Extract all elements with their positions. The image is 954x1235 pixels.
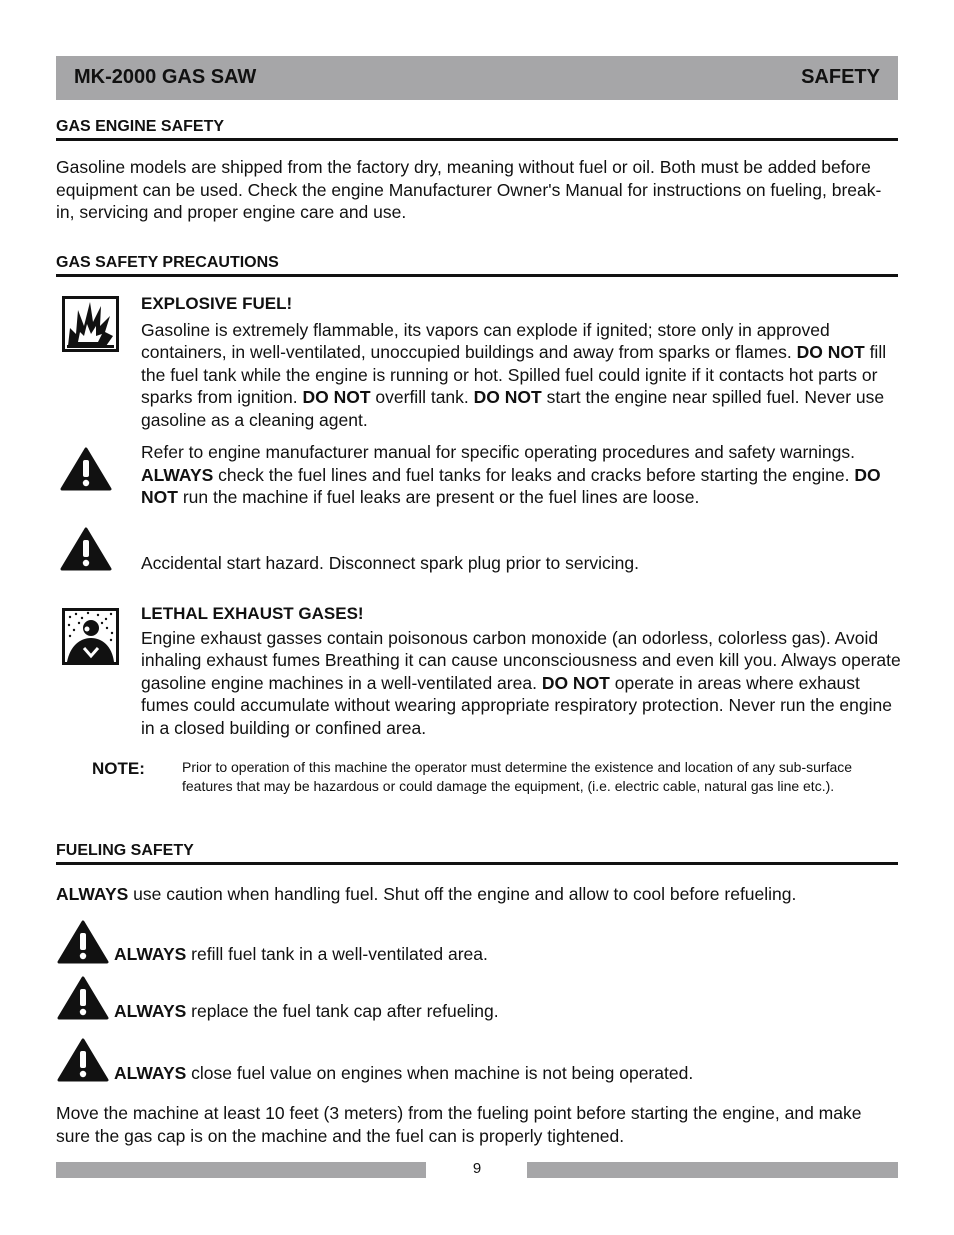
fueling-item-text: replace the fuel tank cap after refueling. [191,1001,499,1021]
fueling-intro [56,883,896,906]
header-bar [56,56,898,100]
explosive-text-4: start the engine near spilled fuel. Never use gasoline as a cleaning agent. [141,387,885,430]
section-title-gas-safety-precautions: GAS SAFETY PRECAUTIONS [56,253,898,277]
fueling-item [114,1062,894,1085]
footer-bar-left [56,1162,426,1178]
fueling-closing-paragraph: Move the machine at least 10 feet (3 meters) from the fueling point before starting the engine, and make sure the gas cap is on the machine and the fuel can is properly tightened. [56,1103,862,1146]
fueling-item [114,943,894,966]
manual-bold-2: DO NOT [141,464,881,507]
manual-warning-text [141,441,911,509]
note-label: NOTE: [92,759,145,778]
explosive-fuel-block [141,293,901,431]
fueling-item-bold: ALWAYS [114,944,187,964]
explosive-bold-2: DO NOT [302,387,371,407]
manual-text-1: Refer to engine manufacturer manual for specific operating procedures and safety warnings. [141,442,856,462]
section-title-fueling-safety: FUELING SAFETY [56,841,898,865]
explosive-bold-1: DO NOT [796,342,865,362]
section-label: SAFETY [801,66,880,88]
fueling-intro-text: use caution when handling fuel. Shut off the engine and allow to cool before refueling. [133,884,797,904]
fueling-item [114,1000,894,1023]
explosive-fuel-heading: EXPLOSIVE FUEL! [141,294,293,313]
explosive-fuel-text [141,319,901,432]
manual-text-3: run the machine if fuel leaks are present or the fuel lines are loose. [182,487,700,507]
gas-engine-paragraph: Gasoline models are shipped from the factory dry, meaning without fuel or oil. Both must be added before equipment can be used. Check the engine Manufacturer Owner's Manual for instructions on fueling, break-in, servicing and proper engine care and use. [56,157,882,222]
fueling-item-text: refill fuel tank in a well-ventilated area. [191,944,488,964]
warning-triangle-icon [60,447,112,496]
warning-triangle-icon [60,527,112,576]
section-title-gas-engine-safety: GAS ENGINE SAFETY [56,117,898,141]
exhaust-bold-1: DO NOT [541,672,610,693]
explosive-text-3: overfill tank. [375,387,469,407]
accidental-start-text: Accidental start hazard. Disconnect spark plug prior to servicing. [141,553,640,573]
document-title: MK-2000 GAS SAW [74,66,257,88]
fueling-item-text: close fuel value on engines when machine is not being operated. [191,1063,694,1083]
fueling-item-bold: ALWAYS [114,1063,187,1083]
manual-bold-1: ALWAYS [141,464,214,485]
lethal-exhaust-heading: LETHAL EXHAUST GASES! [141,604,364,623]
warning-triangle-icon [57,920,109,969]
lethal-exhaust-block [141,603,901,739]
exhaust-text-1: Engine exhaust gasses contain poisonous carbon monoxide (an odorless, colorless gas). Avoid inhaling exhaust fumes Breathing it can cause unconsciousness and even kill you. Always operate gasoline engine machines in a well-ventilated area. [141,627,901,693]
note-text: Prior to operation of this machine the operator must determine the existence and location of any sub-surface features that may be hazardous or could damage the equipment, (i.e. electric cable, natural gas line etc.). [182,759,853,794]
fueling-item-bold: ALWAYS [114,1001,187,1021]
lethal-exhaust-text [141,627,901,740]
explosive-text-1: Gasoline is extremely flammable, its vapors can explode if ignited; store only in approved containers, in well-ventilated, unoccupied buildings and away from sparks or flames. [141,319,830,362]
explosive-text-2: fill the fuel tank while the engine is running or hot. Spilled fuel could ignite if it contacts hot parts or sparks from ignition. [141,342,887,407]
fueling-intro-bold: ALWAYS [56,884,129,904]
toxic-fumes-icon [62,608,119,670]
warning-triangle-icon [57,976,109,1025]
manual-text-2: check the fuel lines and fuel tanks for leaks and cracks before starting the engine. [218,464,850,485]
page-number: 9 [472,1160,482,1177]
exhaust-text-2: operate in areas where exhaust fumes could accumulate without wearing appropriate respiratory protection. Never run the engine in a closed building or confined area. [141,672,892,738]
warning-triangle-icon [57,1038,109,1087]
footer-bar-right [527,1162,898,1178]
explosive-bold-3: DO NOT [473,387,542,407]
explosion-icon [62,296,119,357]
